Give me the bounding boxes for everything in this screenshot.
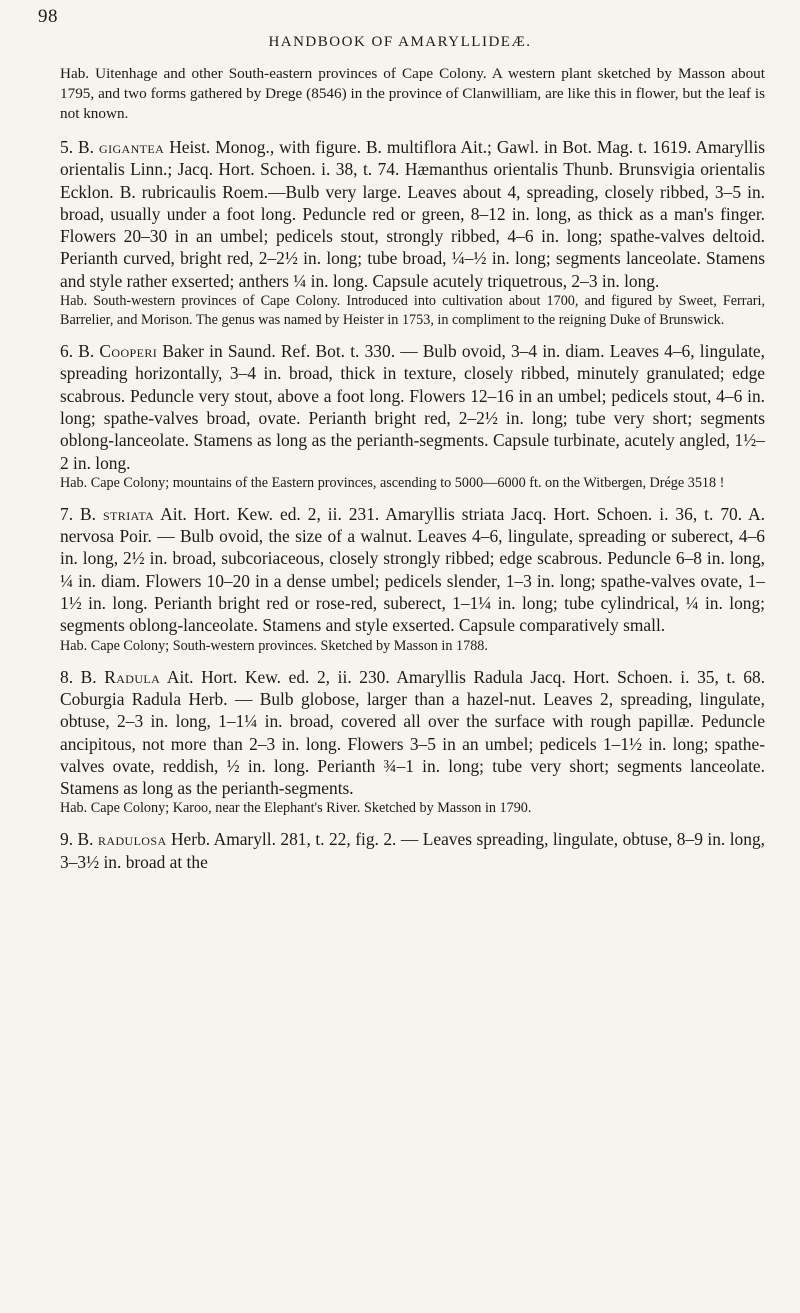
- habitat-note-8: Hab. Cape Colony; Karoo, near the Elephant's River. Sketched by Masson in 1790.: [60, 800, 532, 817]
- intro-habitat-note: Hab. Uitenhage and other South-eastern provinces of Cape Colony. A western plant sketched by Masson about 1795, and two forms gathered by Drege (8546) in the province of Clanwilliam, are like this in flower, but the leaf is not known.: [60, 65, 765, 122]
- entry-number: 9. B.: [60, 829, 94, 850]
- species-entry-6: [60, 340, 765, 474]
- species-epithet: gigantea: [99, 137, 165, 157]
- page-body: [60, 56, 765, 873]
- species-epithet: Cooperi: [99, 341, 158, 362]
- entry-number: 5. B.: [60, 137, 94, 157]
- entry-number: 6. B.: [60, 341, 95, 362]
- habitat-note-5: Hab. South-western provinces of Cape Colony. Introduced into cultivation about 1700, and figured by Sweet, Ferrari, Barrelier, and Morison. The genus was named by Heister in 1753, in compliment to the reigning Duke of Brunswick.: [60, 293, 765, 329]
- species-entry-5: [60, 136, 765, 292]
- entry-description: Herb. Amaryll. 281, t. 22, fig. 2. — Leaves spreading, lingulate, obtuse, 8–9 in. long, 3–3½ in. broad at the: [60, 829, 765, 872]
- entry-number: 7. B.: [60, 503, 96, 524]
- habitat-note-6: Hab. Cape Colony; mountains of the Eastern provinces, ascending to 5000—6000 ft. on the Witbergen, Drége 3518 !: [60, 474, 725, 491]
- species-epithet: striata: [102, 503, 155, 524]
- habitat-note-7: Hab. Cape Colony; South-western provinces. Sketched by Masson in 1788.: [60, 637, 488, 654]
- species-entry-8: [60, 666, 765, 800]
- species-epithet: radulosa: [97, 829, 167, 850]
- species-entry-9: [60, 828, 765, 873]
- page-number: 98: [38, 6, 58, 27]
- entry-description: Baker in Saund. Ref. Bot. t. 330. — Bulb ovoid, 3–4 in. diam. Leaves 4–6, lingulate, spreading horizontally, 3–4 in. broad, thick in texture, closely ribbed, minutely granulated; edge scabrous. Peduncle very stout, above a foot long. Flowers 12–16 in an umbel; pedicels stout, 4–6 in. long; spathe-valves broad, ovate. Perianth bright red, 2–2½ in. long; tube very short; segments oblong-lanceolate. Stamens as long as the perianth-segments. Capsule turbinate, acutely angled, 1½–2 in. long.: [60, 341, 766, 473]
- running-title: HANDBOOK OF AMARYLLIDEÆ.: [268, 34, 532, 50]
- species-epithet: Radula: [104, 666, 161, 687]
- entry-description: Heist. Monog., with figure. B. multiflora Ait.; Gawl. in Bot. Mag. t. 1619. Amaryllis orientalis Linn.; Jacq. Hort. Schoen. i. 38, t. 74. Hæmanthus orientalis Thunb. Brunsvigia orientalis Ecklon. B. rubricaulis Roem.—Bulb very large. Leaves about 4, spreading, closely ribbed, 3–5 in. broad, usually under a foot long. Peduncle red or green, 8–12 in. long, as thick as a man's finger. Flowers 20–30 in an umbel; pedicels stout, strongly ribbed, 4–6 in. long; spathe-valves deltoid. Perianth curved, bright red, 2–2½ in. long; tube broad, ¼–½ in. long; segments lanceolate. Stamens and style rather exserted; anthers ¼ in. long. Capsule acutely triquetrous, 2–3 in. long.: [60, 137, 765, 291]
- species-entry-7: [60, 503, 765, 637]
- entry-description: Ait. Hort. Kew. ed. 2, ii. 231. Amaryllis striata Jacq. Hort. Schoen. i. 36, t. 70. A. nervosa Poir. — Bulb ovoid, the size of a walnut. Leaves 4–6, lingulate, spreading or suberect, 4–6 in. long, 2½ in. broad, subcoriaceous, closely strongly ribbed; edge scabrous. Peduncle 6–8 in. long, ¼ in. diam. Flowers 10–20 in a dense umbel; pedicels slender, 1–3 in. long; spathe-valves ovate, 1–1½ in. long. Perianth bright red or rose-red, suberect, 1–1¼ in. long; tube cylindrical, ¼ in. long; segments oblong-lanceolate. Stamens and style exserted. Capsule comparatively small.: [60, 503, 765, 636]
- entry-number: 8. B.: [60, 666, 97, 687]
- entry-description: Ait. Hort. Kew. ed. 2, ii. 230. Amaryllis Radula Jacq. Hort. Schoen. i. 35, t. 68. Coburgia Radula Herb. — Bulb globose, larger than a hazel-nut. Leaves 2, spreading, lingulate, obtuse, 2–3 in. long, 1–1¼ in. broad, covered all over the surface with rough papillæ. Peduncle ancipitous, not more than 2–3 in. long. Flowers 3–5 in an umbel; pedicels 1–1½ in. long; spathe-valves ovate, reddish, ½ in. long. Perianth ¾–1 in. long; tube very short; segments lanceolate. Stamens as long as the perianth-segments.: [60, 666, 765, 799]
